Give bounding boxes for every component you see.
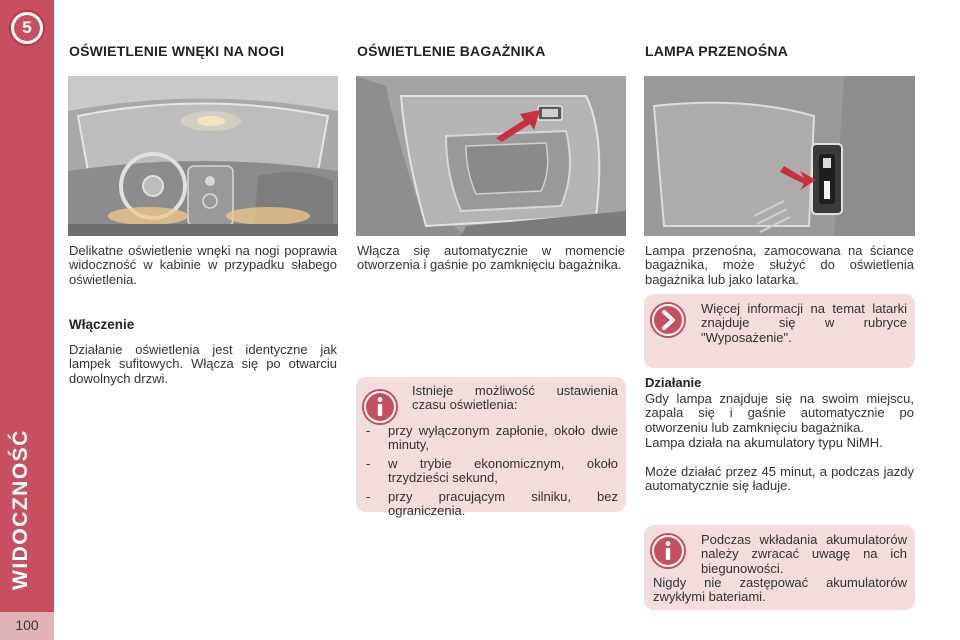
boot-lighting-heading: OŚWIETLENIE BAGAŻNIKA: [357, 43, 546, 59]
page-number: 100: [15, 617, 39, 633]
battery-warning-box: [644, 525, 915, 610]
portable-lamp-heading: LAMPA PRZENOŚNA: [645, 43, 788, 59]
operation-paragraph-3: Może działać przez 45 minut, a podczas jazdy automatycznie się ładuje.: [645, 464, 914, 494]
operation-paragraph-2: Lampa działa na akumulatory typu NiMH.: [645, 435, 883, 450]
list-item: - w trybie ekonomicznym, około trzydzieści sekund,: [366, 455, 618, 486]
operation-heading: Działanie: [645, 375, 702, 390]
list-item: - przy pracującym silniku, bez ograniczenia.: [366, 488, 618, 519]
switching-on-heading: Włączenie: [69, 317, 135, 332]
portable-lamp-illustration: [644, 76, 915, 236]
battery-warning-text-2: Nigdy nie zastępować akumulatorów zwykłymi bateriami.: [653, 575, 907, 605]
see-also-box: [644, 294, 915, 368]
boot-lighting-illustration: [356, 76, 626, 236]
chapter-title: WIDOCZNOŚĆ: [9, 429, 32, 590]
info-icon: [362, 389, 398, 425]
battery-warning-text-1: Podczas wkładania akumulatorów należy zwracać uwagę na ich biegunowości.: [701, 532, 907, 576]
chevron-right-icon: [650, 302, 686, 338]
footwell-lighting-illustration: [68, 76, 338, 236]
chapter-badge: [9, 10, 45, 46]
switching-on-text: Działanie oświetlenia jest identyczne jak lampek sufitowych. Włącza się po otwarciu dowolnych drzwi.: [69, 342, 337, 386]
lighting-time-options: [362, 424, 618, 522]
operation-paragraph-1: Gdy lampa znajduje się na swoim miejscu, zapala się i gaśnie automatycznie po otworzeniu lub zamknięciu bagażnika.: [645, 391, 914, 435]
see-also-text: Więcej informacji na temat latarki znajduje się w rubryce "Wyposażenie".: [701, 301, 907, 345]
list-item: - przy wyłączonym zapłonie, około dwie minuty,: [366, 423, 618, 453]
portable-lamp-description: Lampa przenośna, zamocowana na ściance bagażnika, może służyć do oświetlenia bagażnika lub jako latarka.: [645, 243, 914, 287]
lighting-time-info-box: [356, 377, 626, 519]
footwell-lighting-heading: OŚWIETLENIE WNĘKI NA NOGI: [69, 43, 285, 59]
lighting-time-info-text: Istnieje możliwość ustawienia czasu oświetlenia:: [412, 383, 618, 413]
footwell-lighting-description: Delikatne oświetlenie wnęki na nogi poprawia widoczność w kabinie w przypadku słabego oświetlenia.: [69, 243, 337, 287]
boot-lighting-description: Włącza się automatycznie w momencie otworzenia i gaśnie po zamknięciu bagażnika.: [357, 243, 625, 273]
info-icon: [650, 533, 686, 569]
chapter-number: 5: [14, 15, 40, 41]
